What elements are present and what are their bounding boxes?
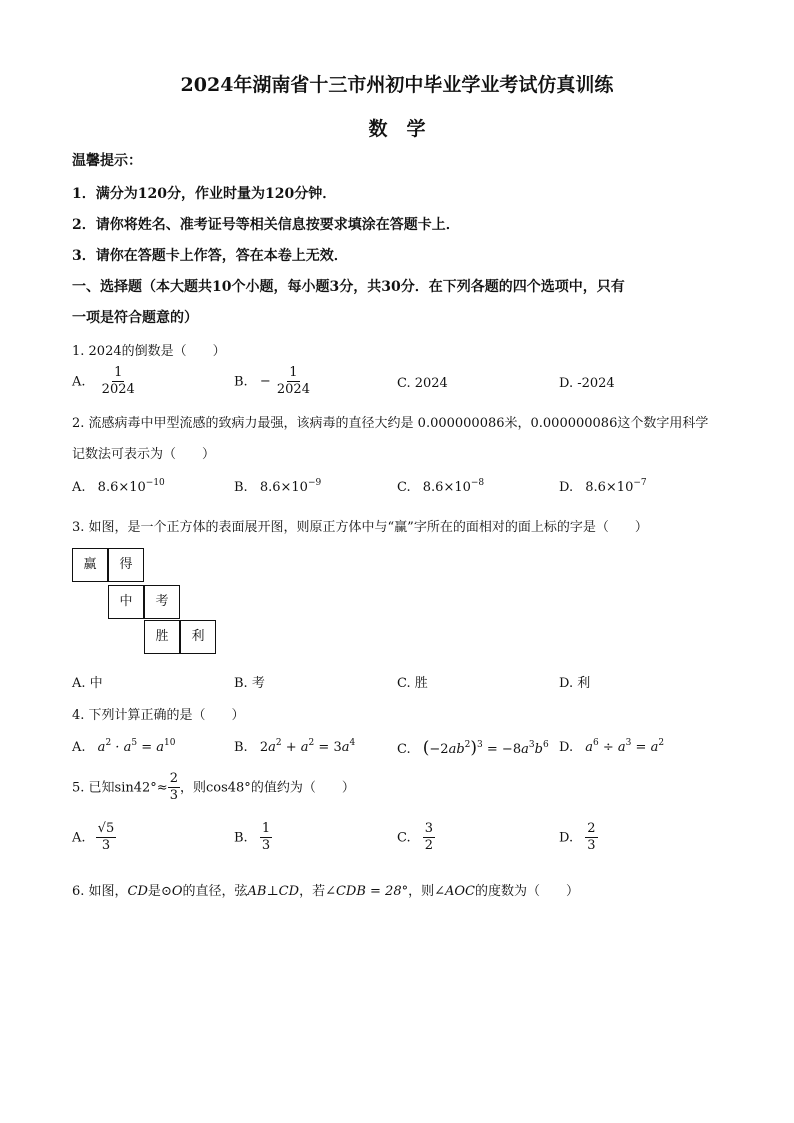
question-2-option-a: A. $8.6\times 10^{-10}$ [72, 478, 165, 495]
section-heading: 一、选择题（本大题共10个小题，每小题3分，共30分．在下列各题的四个选项中，只有 [72, 279, 625, 295]
fraction: $\frac{3}{2}$ [424, 821, 434, 854]
question-5-option-c: C. $\frac{3}{2}$ [397, 821, 434, 854]
question-3-stem: 3. 如图，是一个正方体的表面展开图，则原正方体中与“赢”字所在的面相对的面上标的字是（ ） [72, 520, 648, 535]
question-4-option-b: B. $2a^2 + a^2 = 3a^4$ [234, 738, 356, 755]
fraction: $\frac{2}{3}$ [169, 771, 178, 804]
fraction: $\frac{√5}{3}$ [97, 821, 115, 854]
question-4-option-c: C. $(-2ab^2)^3 = -8a^3b^6$ [397, 738, 549, 758]
net-cell: 考 [144, 585, 180, 619]
tip-item: 2．请你将姓名、准考证号等相关信息按要求填涂在答题卡上． [72, 217, 460, 233]
formula: $2a^2 + a^2 = 3a^4$ [259, 738, 356, 755]
section-heading-cont: 一项是符合题意的） [72, 310, 198, 326]
tips-heading: 温馨提示： [72, 153, 142, 169]
question-3-option-d: D. 利 [559, 676, 591, 691]
question-3-option-c: C. 胜 [397, 676, 428, 691]
question-4-option-d: D. $a^6 \div a^3 = a^2$ [559, 738, 665, 755]
net-cell: 胜 [144, 620, 180, 654]
tip-item: 1．满分为120分，作业时量为120分钟． [72, 186, 337, 202]
fraction: $\frac{2}{3}$ [587, 821, 596, 854]
question-3-option-b: B. 考 [234, 676, 265, 691]
net-cell: 利 [180, 620, 216, 654]
question-1-stem: 1. 2024的倒数是（ ） [72, 344, 226, 359]
question-5-stem: 5. 已知sin42°≈ $\frac{2}{3}$ ，则cos48°的值约为（ ） [72, 771, 355, 804]
question-2-stem: 2. 流感病毒中甲型流感的致病力最强，该病毒的直径大约是 0.000000086米，0.000000086这个数字用科学 [72, 416, 709, 431]
question-1-option-d: D. -2024 [559, 376, 615, 391]
net-cell: 得 [108, 548, 144, 582]
question-6-stem: 6. 如图，CD是⊙O的直径，弦AB⊥CD，若∠CDB = 28°，则∠AOC的度数为（ ） [72, 884, 580, 899]
question-3-option-a: A. 中 [72, 676, 103, 691]
question-5-option-a: A. $\frac{√5}{3}$ [72, 821, 115, 854]
question-2-option-c: C. $8.6\times 10^{-8}$ [397, 478, 485, 495]
question-4-option-a: A. $a^2 \cdot a^5 = a^{10}$ [72, 738, 176, 755]
question-1-option-b: B. − $\frac{1}{2024}$ [234, 365, 310, 398]
question-1-option-a: A. $\frac{1}{2024}$ [72, 365, 135, 398]
question-5-option-d: D. $\frac{2}{3}$ [559, 821, 596, 854]
fraction: $\frac{1}{2024}$ [101, 365, 135, 398]
question-4-stem: 4. 下列计算正确的是（ ） [72, 708, 245, 723]
tip-item: 3．请你在答题卡上作答，答在本卷上无效． [72, 248, 348, 264]
net-cell: 赢 [72, 548, 108, 582]
formula: $a^6 \div a^3 = a^2$ [585, 738, 665, 755]
page-title: 2024年湖南省十三市州初中毕业学业考试仿真训练 [180, 74, 614, 96]
fraction: $\frac{1}{2024}$ [276, 365, 310, 398]
fraction: $\frac{1}{3}$ [261, 821, 271, 854]
subject-title: 数 学 [368, 118, 426, 140]
formula: $(-2ab^2)^3 = -8a^3b^6$ [422, 738, 549, 758]
question-2-stem-cont: 记数法可表示为（ ） [72, 447, 216, 462]
net-cell: 中 [108, 585, 144, 619]
question-5-option-b: B. $\frac{1}{3}$ [234, 821, 271, 854]
question-2-option-d: D. $8.6\times 10^{-7}$ [559, 478, 647, 495]
question-2-option-b: B. $8.6\times 10^{-9}$ [234, 478, 322, 495]
question-1-option-c: C. 2024 [397, 376, 448, 391]
formula: $a^2 \cdot a^5 = a^{10}$ [97, 738, 176, 755]
